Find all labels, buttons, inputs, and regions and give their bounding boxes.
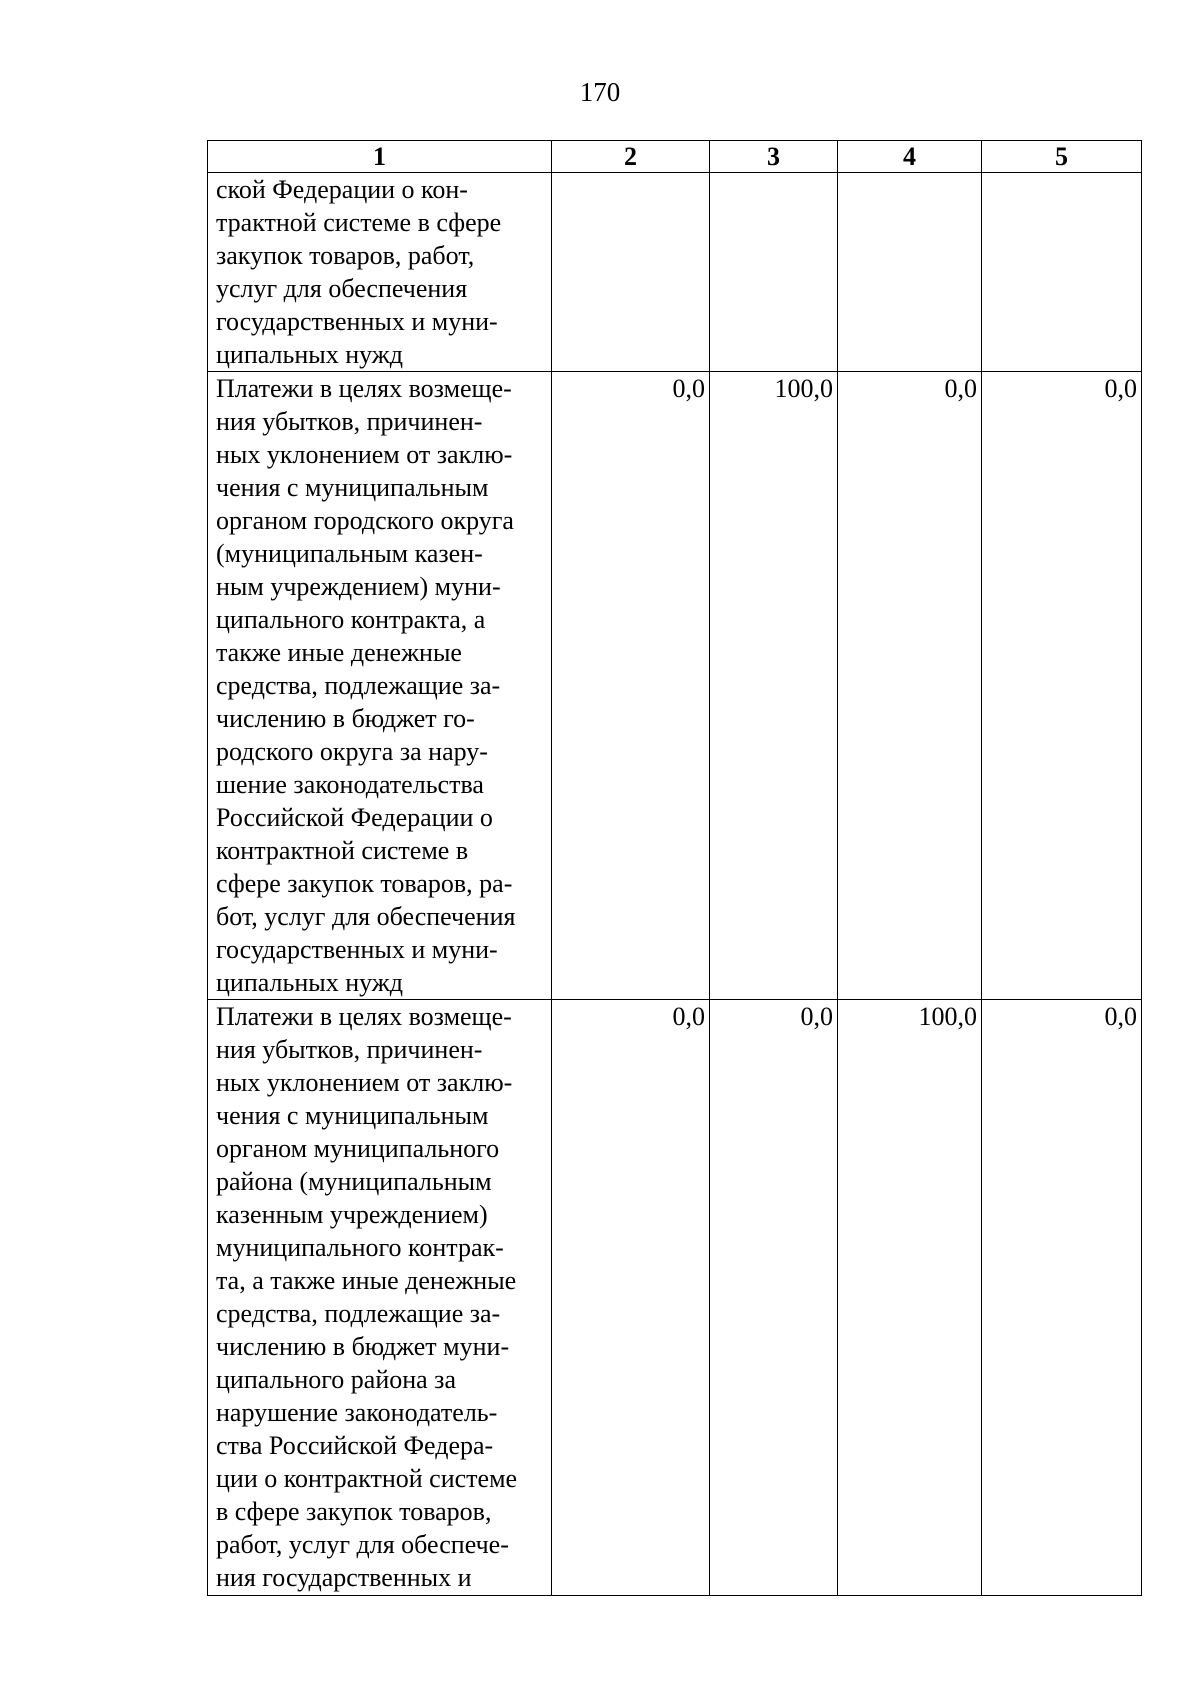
- table-row: [208, 372, 1142, 1000]
- row-value-col3: 0,0: [710, 1000, 838, 1596]
- column-header-2: 2: [552, 141, 710, 173]
- row-value-col2: 0,0: [552, 372, 710, 1000]
- row-description: Платежи в целях возмеще- ния убытков, причинен- ных уклонением от заклю- чения с муниципальным органом городского округа (муниципальным казен- ным учреждением) муни- ципального контракта, а также иные денежные средства, подлежащие за- числению в бюджет го- родского округа за нару- шение законодательства Российской Федерации о контрактной системе в сфере закупок товаров, ра- бот, услуг для обеспечения государственных и муни- ципальных нужд: [208, 372, 552, 1000]
- column-header-4: 4: [838, 141, 982, 173]
- table-row: [208, 173, 1142, 372]
- row-value-col5: [982, 173, 1142, 372]
- row-description: Платежи в целях возмеще- ния убытков, причинен- ных уклонением от заклю- чения с муниципальным органом муниципального района (муниципальным казенным учреждением) муниципального контрак- та, а также иные денежные средства, подлежащие за- числению в бюджет муни- ципального района за нарушение законодатель- ства Российской Федера- ции о контрактной системе в сфере закупок товаров, работ, услуг для обеспече- ния государственных и: [208, 1000, 552, 1596]
- row-value-col3: [710, 173, 838, 372]
- budget-table: [207, 140, 1142, 1596]
- row-value-col2: [552, 173, 710, 372]
- row-value-col4: [838, 173, 982, 372]
- row-value-col5: 0,0: [982, 1000, 1142, 1596]
- table-row: [208, 1000, 1142, 1596]
- column-header-1: 1: [208, 141, 552, 173]
- row-value-col4: 100,0: [838, 1000, 982, 1596]
- table-header-row: [208, 141, 1142, 173]
- row-description: ской Федерации о кон- трактной системе в сфере закупок товаров, работ, услуг для обеспечения государственных и муни- ципальных нужд: [208, 173, 552, 372]
- row-value-col5: 0,0: [982, 372, 1142, 1000]
- column-header-5: 5: [982, 141, 1142, 173]
- row-value-col3: 100,0: [710, 372, 838, 1000]
- row-value-col2: 0,0: [552, 1000, 710, 1596]
- page-number: 170: [579, 77, 621, 107]
- row-value-col4: 0,0: [838, 372, 982, 1000]
- column-header-3: 3: [710, 141, 838, 173]
